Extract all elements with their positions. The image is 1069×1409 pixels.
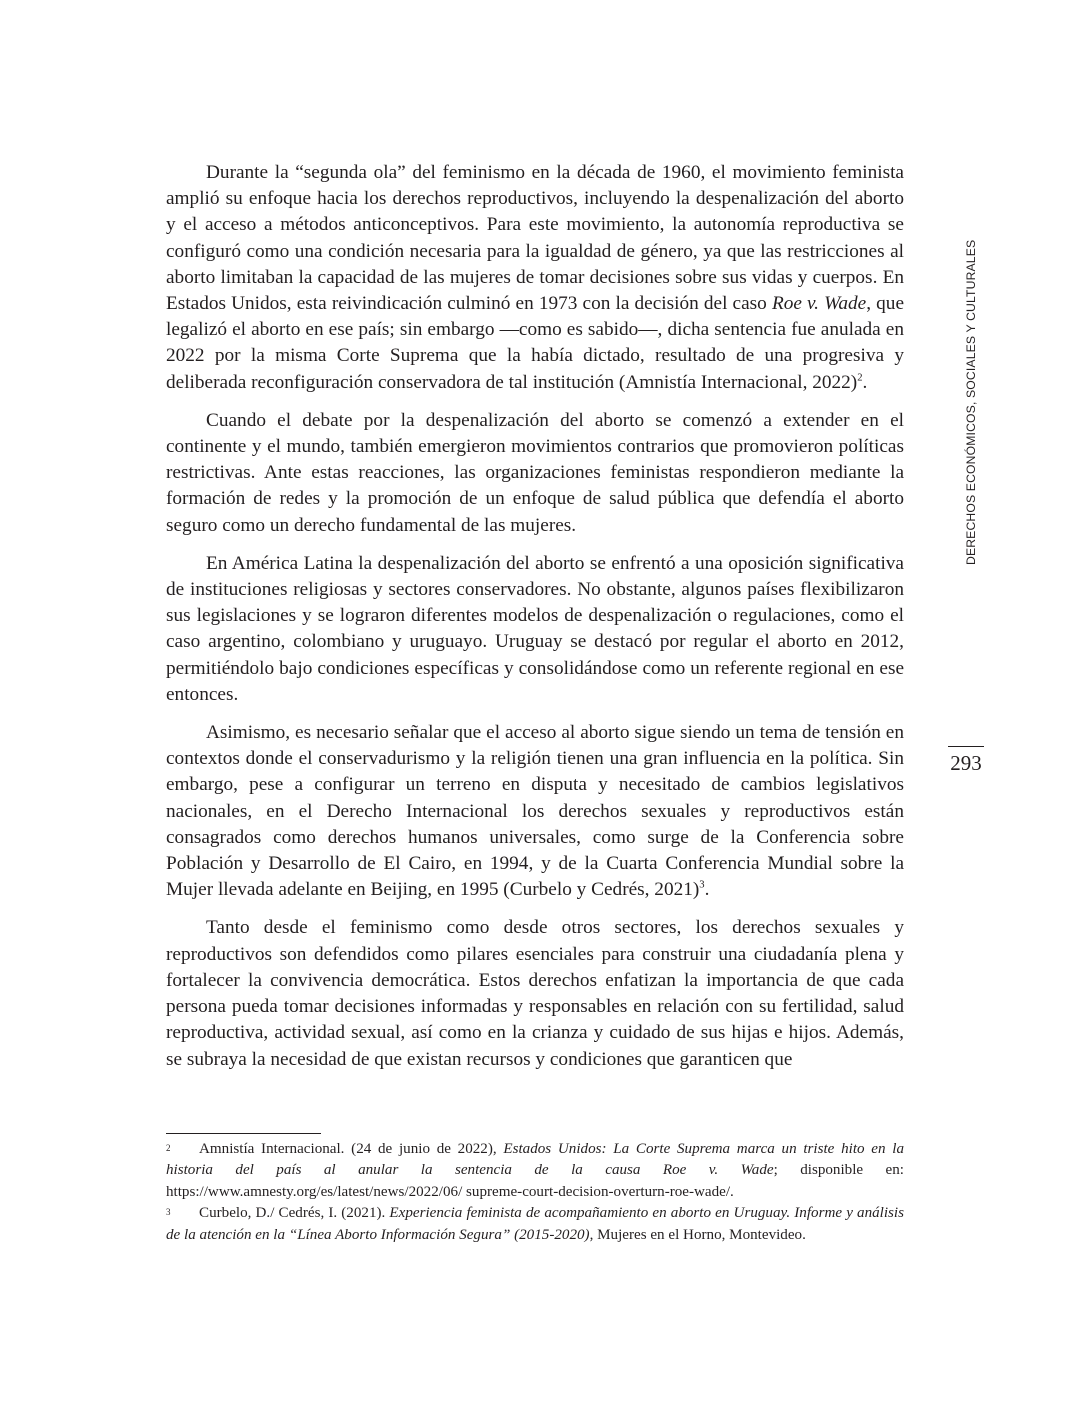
footnote-mark: 2 [166,1143,171,1153]
footnote-ref-2[interactable]: 2 [857,372,863,384]
footnote-text: Curbelo, D./ Cedrés, I. (2021). [199,1205,390,1222]
paragraph-2 [166,408,904,539]
text-run: Asimismo, es necesario señalar que el acceso al aborto sigue siendo un tema de tensión en contextos donde el conservadurismo y la religión tienen una gran influencia en la política. Sin embargo, pese a configurar un terreno en disputa y necesitado de cambios legislativos nacionales, en el Derecho Internacional los derechos sexuales y reproductivos están consagrados como derechos humanos universales, como surge de la Conferencia sobre Población y Desarrollo de El Cairo, en 1994, y de la Cuarta Conferencia Mundial sobre la Mujer llevada adelante en Beijing, en 1995 (Curbelo y Cedrés, 2021) [166,722,904,901]
text-run: Durante la “segunda ola” del feminismo en la década de 1960, el movimiento feminista amplió su enfoque hacia los derechos reproductivos, incluyendo la despenalización del aborto y el acceso a métodos anticonceptivos. Para este movimiento, la autonomía reproductiva se configuró como una condición necesaria para la igualdad de género, ya que las restricciones al aborto limitaban la capacidad de las mujeres de tomar decisiones sobre sus vidas y cuerpos. En Estados Unidos, esta reivindicación culminó en 1973 con la decisión del caso [166,162,904,315]
footnote-ref-3[interactable]: 3 [699,879,705,891]
text-run: En América Latina la despenalización del aborto se enfrentó a una oposición significativa de instituciones religiosas y sectores conservadores. No obstante, algunos países flexibilizaron sus legislaciones y se lograron diferentes modelos de despenalización o regulaciones, como el caso argentino, colombiano y uruguayo. Uruguay se destacó por regular el aborto en 2012, permitiéndolo bajo condiciones específicas y consolidándose como un referente regional en ese entonces. [166,552,904,705]
footnote-3 [166,1203,904,1246]
body-text [166,160,904,1085]
running-head: DERECHOS ECONÓMICOS, SOCIALES Y CULTURALES [964,239,978,565]
footnote-title: Experiencia feminista de acompañamiento en aborto en Uruguay. Informe y análisis de la atención en la “Línea Aborto Información Segura” (2015-2020) [166,1205,904,1243]
footnote-title: Estados Unidos: La Corte Suprema marca un triste hito en la historia del país al anular la sentencia de la causa Roe v. Wade [166,1141,904,1179]
footnote-mark: 3 [166,1207,171,1218]
paragraph-4 [166,720,904,903]
page-number: 293 [950,751,982,775]
footnote-text: , Mujeres en el Horno, Montevideo. [589,1226,806,1243]
footnote-separator [166,1133,321,1134]
paragraph-3 [166,551,904,708]
case-name: Roe v. Wade [771,293,867,315]
text-run: . [862,371,868,393]
page-number-rule [948,746,984,747]
footnote-text: Amnistía Internacional. (24 de junio de 2022), [199,1141,504,1157]
text-run: Cuando el debate por la despenalización del aborto se comenzó a extender en el continente y el mundo, también emergieron movimientos contrarios que promovieron políticas restrictivas. Ante estas reacciones, las organizaciones feministas respondieron mediante la formación de redes y la promoción de un enfoque de salud pública que defendía el aborto seguro como un derecho fundamental de las mujeres. [166,409,904,536]
footnotes [166,1139,904,1246]
paragraph-1 [166,160,904,396]
text-run: Tanto desde el feminismo como desde otros sectores, los derechos sexuales y reproductivos son defendidos como pilares esenciales para construir una ciudadanía plena y fortalecer la convivencia democrática. Estos derechos enfatizan la importancia de que cada persona pueda tomar decisiones informadas y responsables en relación con su fertilidad, salud reproductiva, actividad sexual, así como en la crianza y cuidado de sus hijas e hijos. Además, se subraya la necesidad de que existan recursos y condiciones que garanticen que [166,917,904,1070]
paragraph-5 [166,915,904,1072]
text-run: . [704,879,710,901]
footnote-link-text[interactable]: ; disponible en: https://www.amnesty.org/es/latest/news/2022/06/ supreme-court-decision-overturn-roe-wade/. [166,1162,904,1200]
text-run: , que legalizó el aborto en ese país; sin embargo —como es sabido—, dicha sentencia fue anulada en 2022 por la misma Corte Suprema que la había dictado, resultado de una progresiva y deliberada reconfiguración conservadora de tal institución (Amnistía Internacional, 2022) [166,293,905,393]
footnote-2 [166,1139,904,1203]
